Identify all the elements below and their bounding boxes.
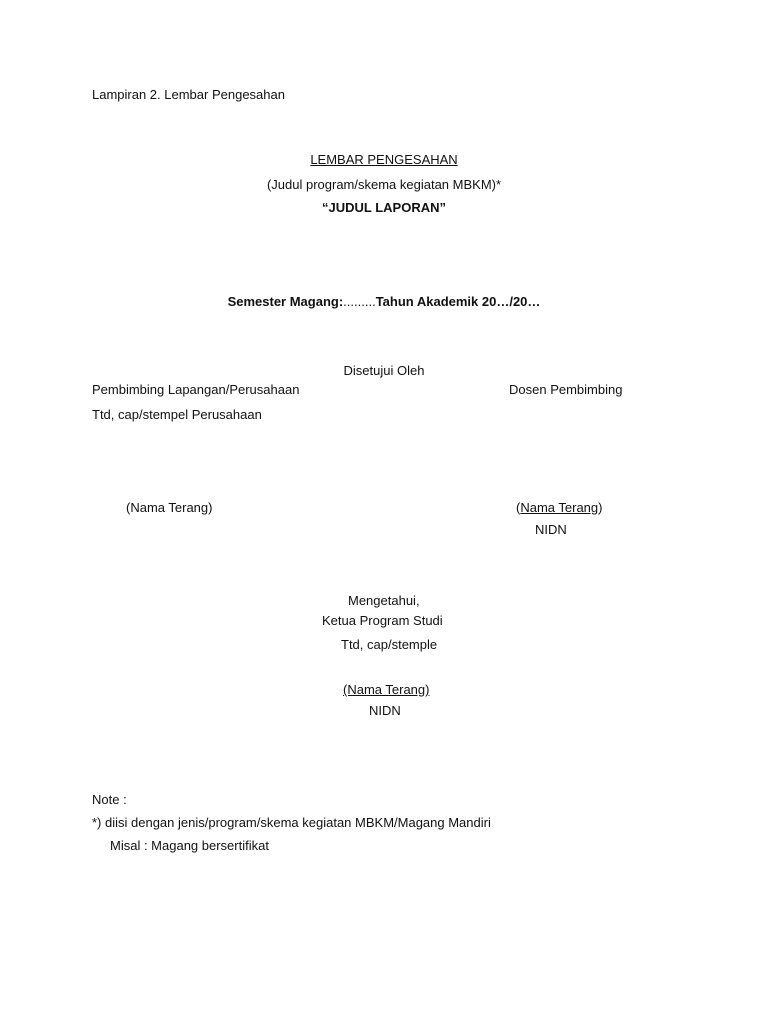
lecturer-name: Nama Terang: [520, 500, 599, 515]
field-supervisor-name: (Nama Terang): [126, 500, 213, 515]
paren-open: (: [516, 500, 521, 515]
lecturer-supervisor-role: Dosen Pembimbing: [509, 382, 623, 397]
head-sign-note: Ttd, cap/stemple: [341, 637, 438, 652]
semester-label: Semester Magang:: [227, 294, 344, 309]
note-line-1: *) diisi dengan jenis/program/skema kegiatan MBKM/Magang Mandiri: [92, 815, 491, 830]
lecturer-nidn: NIDN: [535, 522, 567, 537]
field-supervisor-role: Pembimbing Lapangan/Perusahaan: [92, 382, 300, 397]
company-sign-note: Ttd, cap/stempel Perusahaan: [92, 407, 262, 422]
note-line-2: Misal : Magang bersertifikat: [110, 838, 269, 853]
semester-dots: .........: [343, 294, 376, 309]
document-title: LEMBAR PENGESAHAN: [310, 152, 458, 167]
acknowledge-heading: Mengetahui,: [348, 593, 420, 608]
note-label: Note :: [92, 792, 127, 807]
semester-line: [0, 294, 768, 310]
report-title: “JUDUL LAPORAN”: [322, 200, 446, 215]
head-nidn: NIDN: [369, 703, 401, 718]
head-name: (Nama Terang): [343, 682, 430, 697]
academic-year: Tahun Akademik 20…/20…: [375, 294, 541, 309]
paren-close: ): [598, 500, 603, 515]
approval-heading: Disetujui Oleh: [343, 363, 425, 378]
appendix-label: Lampiran 2. Lembar Pengesahan: [92, 87, 285, 102]
head-of-program-role: Ketua Program Studi: [322, 613, 443, 628]
lecturer-name-line: [516, 500, 603, 516]
program-subtitle: (Judul program/skema kegiatan MBKM)*: [266, 177, 502, 192]
